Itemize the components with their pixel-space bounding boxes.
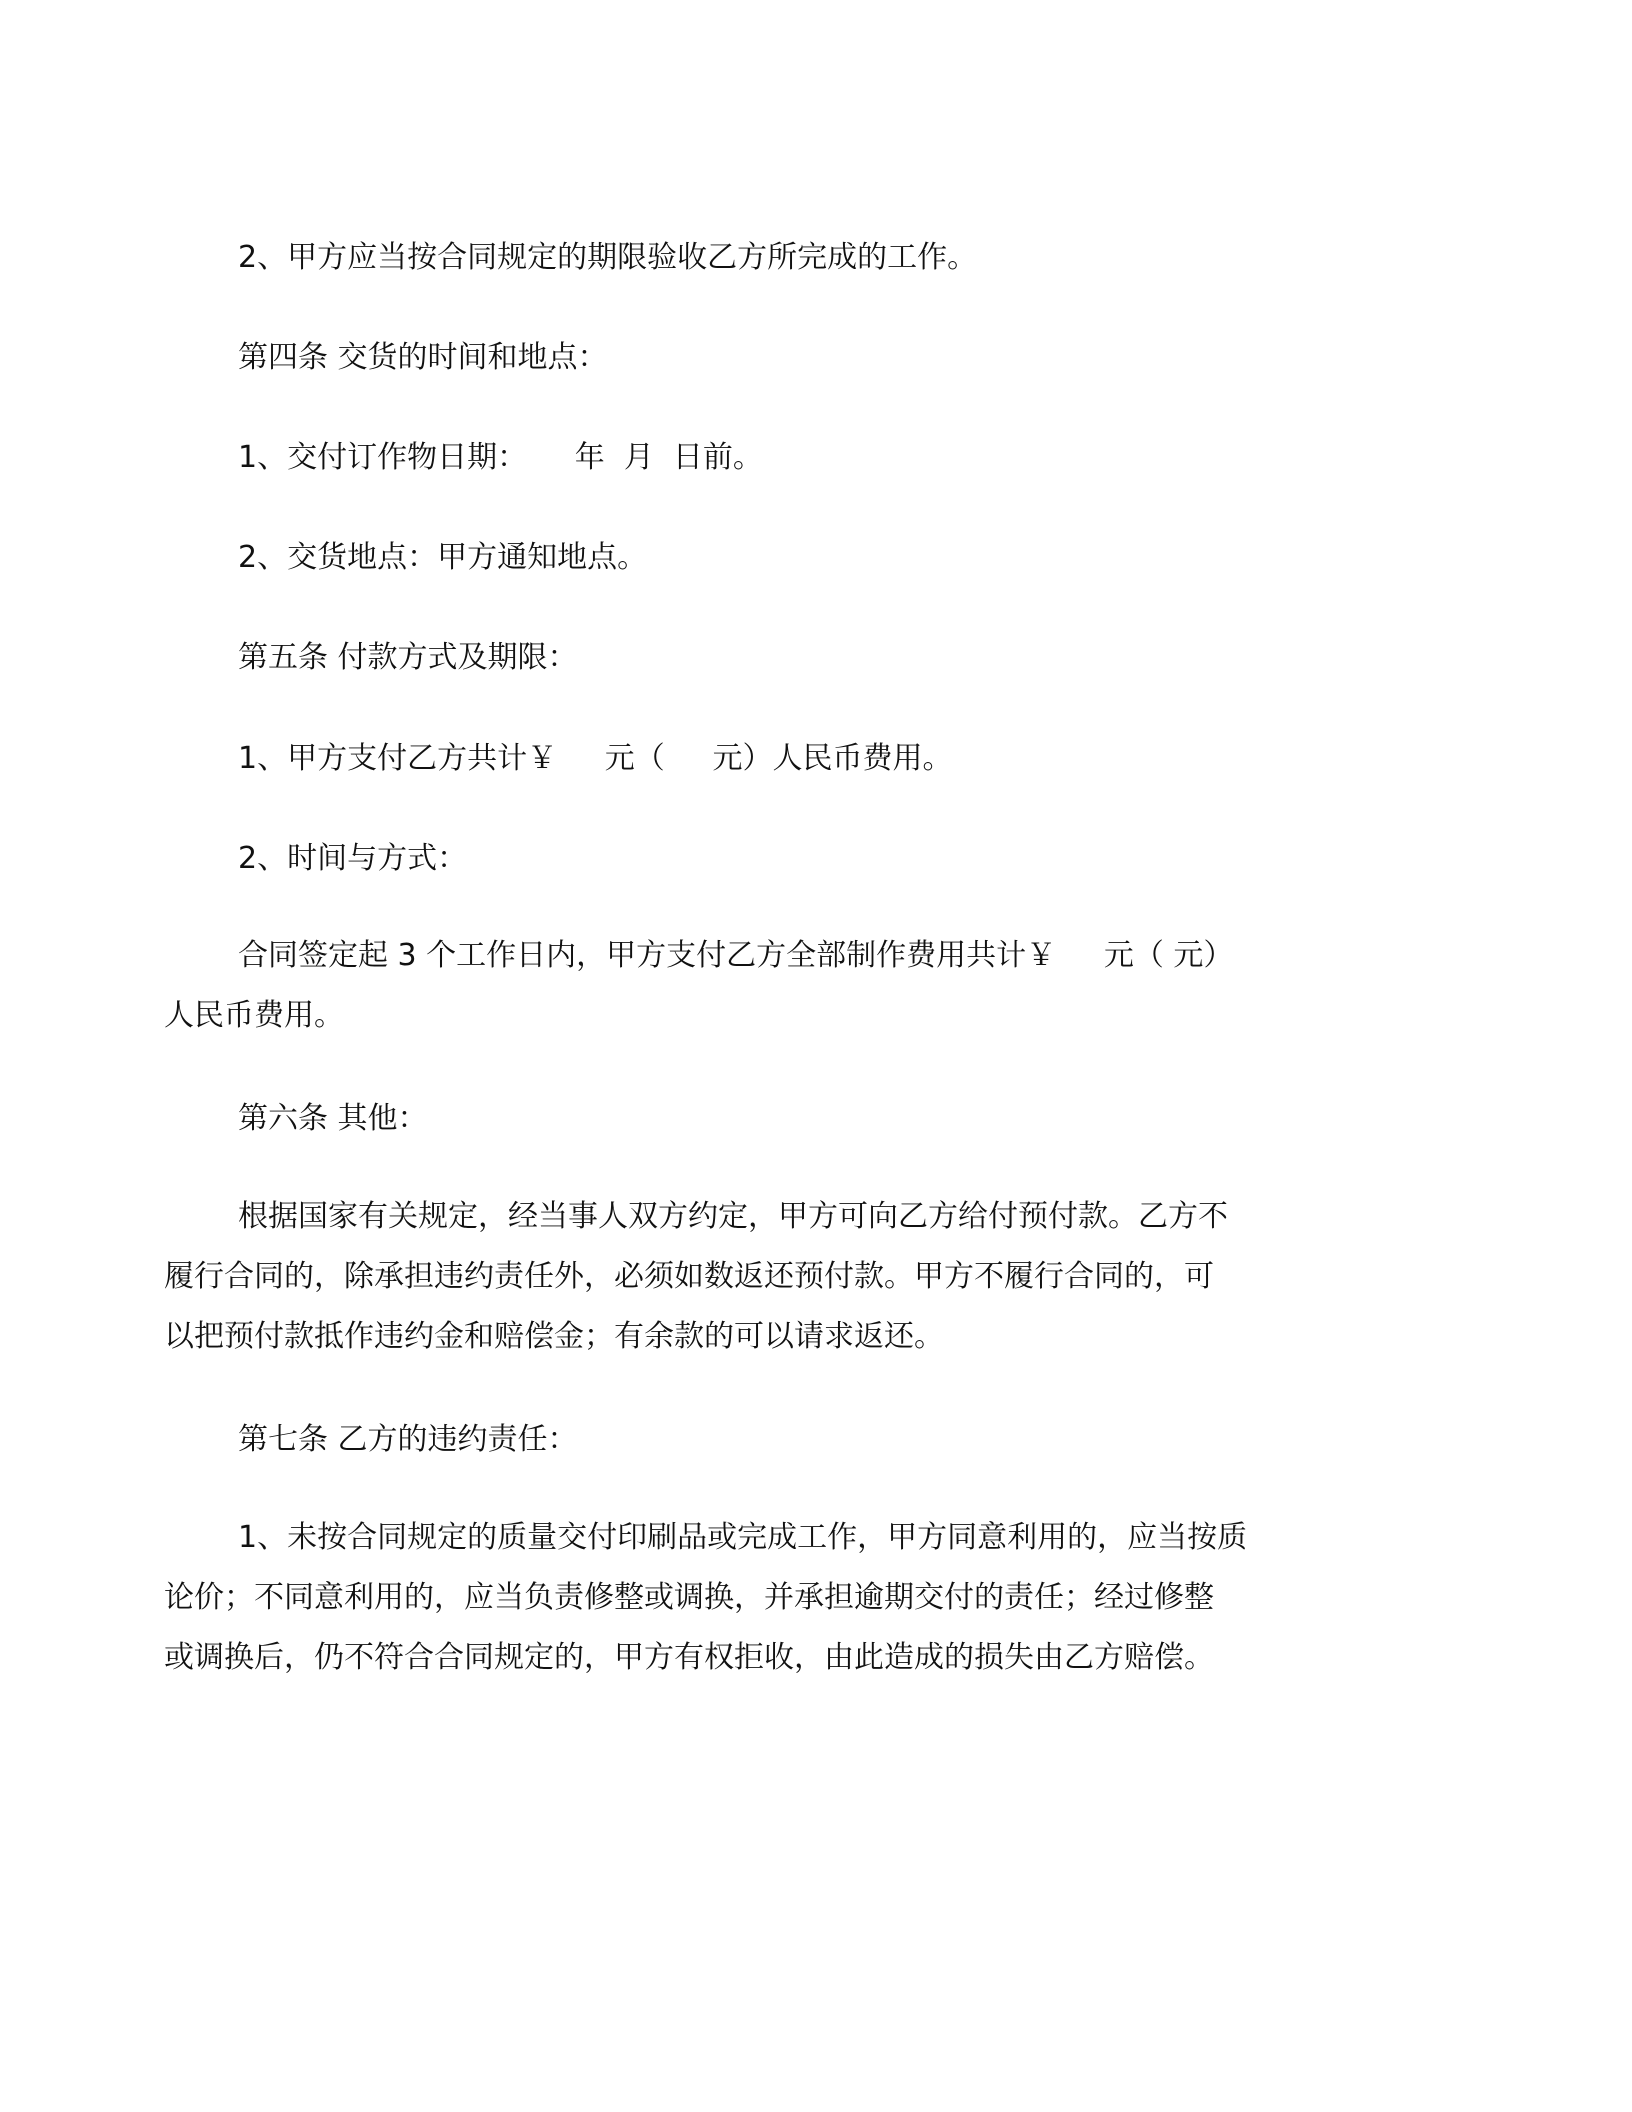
paragraph-line: 以把预付款抵作违约金和赔偿金；有余款的可以请求返还。 [164,1319,944,1354]
article-5-payment-paragraph [164,926,1388,1046]
paragraph-line: 论价；不同意利用的，应当负责修整或调换，并承担逾期交付的责任；经过修整 [164,1580,1214,1615]
article-4-item-2: 2、交货地点：甲方通知地点。 [238,540,648,575]
clause-3-item-2: 2、甲方应当按合同规定的期限验收乙方所完成的工作。 [238,240,978,275]
article-6-heading: 第六条 其他： [238,1101,428,1136]
article-4-item-1: 1、交付订作物日期： 年 月 日前。 [238,440,763,475]
article-4-heading: 第四条 交货的时间和地点： [238,340,608,375]
paragraph-line: 履行合同的，除承担违约责任外，必须如数返还预付款。甲方不履行合同的，可 [164,1259,1214,1294]
article-6-paragraph [164,1187,1388,1367]
article-7-item-1 [164,1508,1388,1688]
paragraph-line: 合同签定起 3 个工作日内，甲方支付乙方全部制作费用共计￥ 元（ 元） [238,938,1234,973]
article-5-heading: 第五条 付款方式及期限： [238,640,578,675]
article-5-item-1: 1、甲方支付乙方共计￥ 元（ 元）人民币费用。 [238,741,953,776]
paragraph-line: 根据国家有关规定，经当事人双方约定，甲方可向乙方给付预付款。乙方不 [238,1199,1228,1234]
paragraph-line: 人民币费用。 [164,998,344,1033]
article-7-heading: 第七条 乙方的违约责任： [238,1422,578,1457]
paragraph-line: 1、未按合同规定的质量交付印刷品或完成工作，甲方同意利用的，应当按质 [238,1520,1248,1555]
article-5-item-2: 2、时间与方式： [238,841,468,876]
paragraph-line: 或调换后，仍不符合合同规定的，甲方有权拒收，由此造成的损失由乙方赔偿。 [164,1640,1214,1675]
